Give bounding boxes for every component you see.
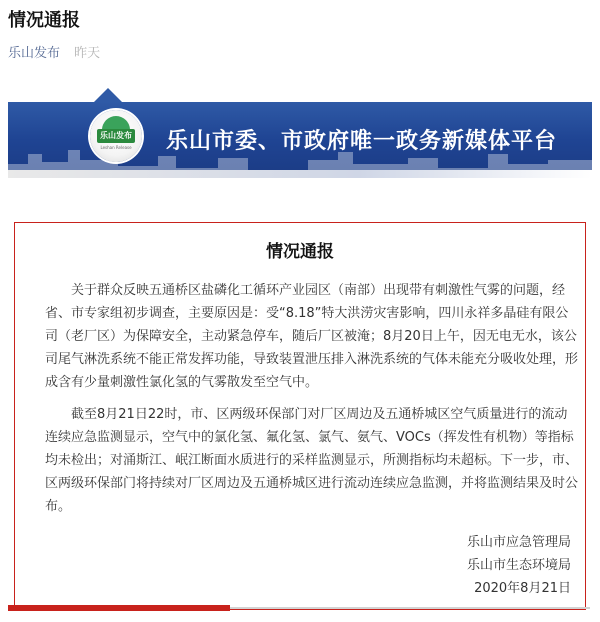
text-line: 截至8月21日22时，市、区两级环保部门对厂区周边及五通桥城区空气质量进行的流动 xyxy=(71,407,568,422)
banner-notch xyxy=(94,88,122,102)
banner-slogan: 乐山市委、市政府唯一政务新媒体平台 xyxy=(166,129,558,154)
text-line: 区两级环保部门将持续对厂区周边及五通桥城区进行流动连续应急监测，并将监测结果及时公 xyxy=(45,476,579,491)
text-line: 关于群众反映五通桥区盐磷化工循环产业园区（南部）出现带有刺激性气雾的问题，经 xyxy=(71,283,566,298)
banner-image xyxy=(8,102,592,178)
publish-time: 昨天 xyxy=(74,46,101,61)
notice-paragraph-2 xyxy=(45,403,579,518)
notice-box xyxy=(14,222,586,610)
signature-org-2: 乐山市生态环境局 xyxy=(466,558,571,573)
notice-paragraph-1 xyxy=(45,279,579,394)
text-line: 司尾气淋洗系统不能正常发挥功能，导致装置泄压排入淋洗系统的气体未能充分吸收处理，形 xyxy=(45,352,579,367)
footer-divider xyxy=(230,607,590,609)
text-line: 连续应急监测显示，空气中的氯化氢、氟化氢、氯气、氨气、VOCs（挥发性有机物）等指标 xyxy=(45,430,574,445)
signature-org-1: 乐山市应急管理局 xyxy=(466,535,571,550)
notice-title: 情况通报 xyxy=(266,242,334,262)
text-line: 布。 xyxy=(45,499,72,514)
footer-accent-bar xyxy=(8,605,230,611)
banner-strip xyxy=(8,170,592,178)
article-meta xyxy=(8,42,100,61)
text-line: 均未检出；对涌斯江、岷江断面水质进行的采样监测显示，所测指标均未超标。下一步，市、 xyxy=(45,453,579,468)
logo-icon xyxy=(90,110,142,162)
logo-subtext: Leshan Release xyxy=(100,145,132,150)
article-title: 情况通报 xyxy=(8,10,80,31)
logo-badge: 乐山发布 xyxy=(97,129,135,143)
text-line: 省、市专家组初步调查，主要原因是：受“8.18”特大洪涝灾害影响，四川永祥多晶硅有限公 xyxy=(45,306,569,321)
signature-date: 2020年8月21日 xyxy=(474,581,571,596)
text-line: 司（老厂区）为保障安全，主动紧急停车，随后厂区被淹；8月20日上午，因无电无水，该公 xyxy=(45,329,577,344)
author-link[interactable]: 乐山发布 xyxy=(8,46,61,61)
signature-block xyxy=(467,531,571,600)
text-line: 成含有少量刺激性氯化氢的气雾散发至空气中。 xyxy=(45,375,319,390)
